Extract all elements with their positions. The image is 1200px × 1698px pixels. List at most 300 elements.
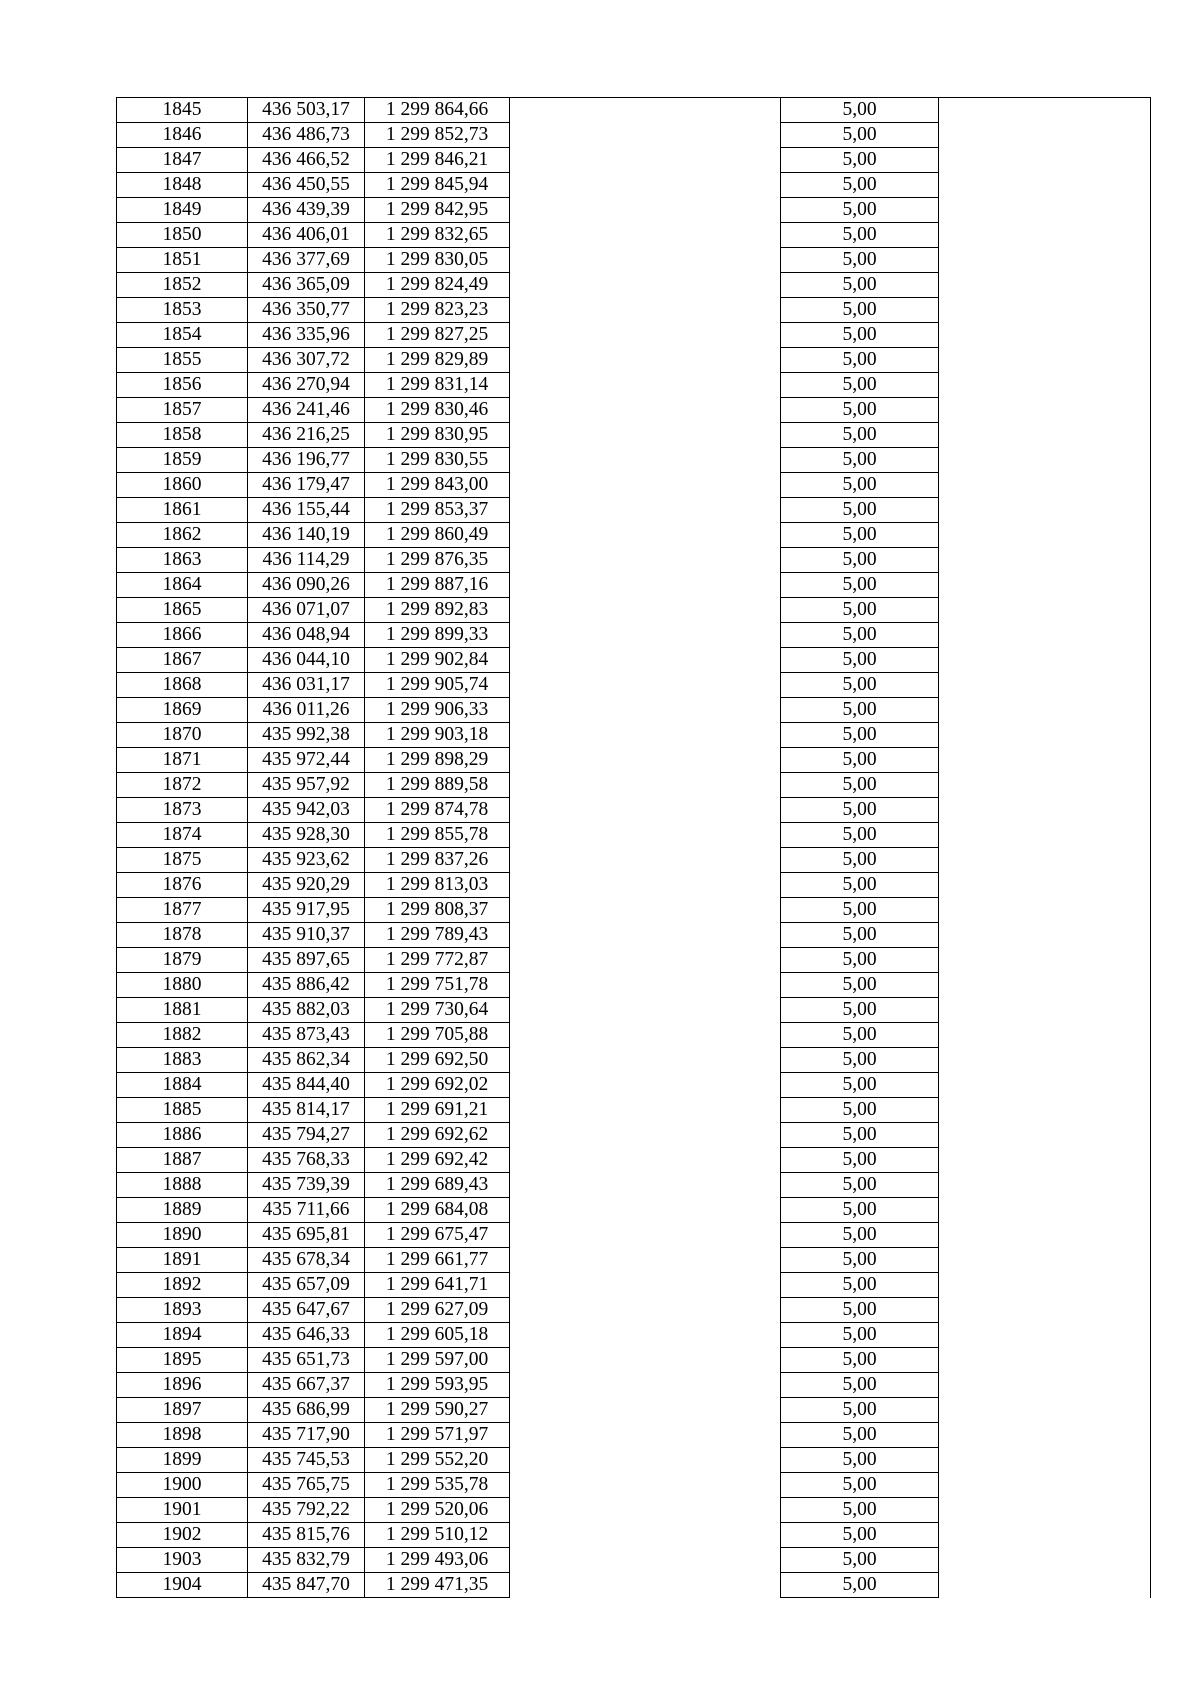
- y-coordinate-cell: 1 299 899,33: [365, 623, 510, 648]
- distance-cell: 5,00: [781, 548, 939, 573]
- empty-cell: [939, 548, 1151, 573]
- y-coordinate-cell: 1 299 889,58: [365, 773, 510, 798]
- distance-cell: 5,00: [781, 698, 939, 723]
- distance-cell: 5,00: [781, 1098, 939, 1123]
- empty-cell: [510, 623, 781, 648]
- empty-cell: [510, 948, 781, 973]
- distance-cell: 5,00: [781, 1373, 939, 1398]
- empty-cell: [510, 798, 781, 823]
- distance-cell: 5,00: [781, 623, 939, 648]
- table-row: [117, 773, 1151, 798]
- table-row: [117, 1373, 1151, 1398]
- point-number-cell: 1888: [117, 1173, 248, 1198]
- distance-cell: 5,00: [781, 1473, 939, 1498]
- table-row: [117, 1148, 1151, 1173]
- empty-cell: [510, 723, 781, 748]
- distance-cell: 5,00: [781, 1398, 939, 1423]
- empty-cell: [939, 448, 1151, 473]
- x-coordinate-cell: 436 486,73: [248, 123, 365, 148]
- distance-cell: 5,00: [781, 1173, 939, 1198]
- y-coordinate-cell: 1 299 692,62: [365, 1123, 510, 1148]
- table-row: [117, 348, 1151, 373]
- y-coordinate-cell: 1 299 510,12: [365, 1523, 510, 1548]
- x-coordinate-cell: 436 216,25: [248, 423, 365, 448]
- empty-cell: [939, 398, 1151, 423]
- point-number-cell: 1903: [117, 1548, 248, 1573]
- empty-cell: [939, 473, 1151, 498]
- table-row: [117, 1273, 1151, 1298]
- y-coordinate-cell: 1 299 691,21: [365, 1098, 510, 1123]
- empty-cell: [939, 848, 1151, 873]
- x-coordinate-cell: 436 365,09: [248, 273, 365, 298]
- x-coordinate-cell: 435 814,17: [248, 1098, 365, 1123]
- y-coordinate-cell: 1 299 830,46: [365, 398, 510, 423]
- table-row: [117, 523, 1151, 548]
- point-number-cell: 1881: [117, 998, 248, 1023]
- table-row: [117, 598, 1151, 623]
- x-coordinate-cell: 435 678,34: [248, 1248, 365, 1273]
- empty-cell: [510, 1523, 781, 1548]
- y-coordinate-cell: 1 299 571,97: [365, 1423, 510, 1448]
- y-coordinate-cell: 1 299 906,33: [365, 698, 510, 723]
- table-row: [117, 1223, 1151, 1248]
- y-coordinate-cell: 1 299 842,95: [365, 198, 510, 223]
- y-coordinate-cell: 1 299 898,29: [365, 748, 510, 773]
- x-coordinate-cell: 436 140,19: [248, 523, 365, 548]
- y-coordinate-cell: 1 299 831,14: [365, 373, 510, 398]
- empty-cell: [939, 1273, 1151, 1298]
- distance-cell: 5,00: [781, 1448, 939, 1473]
- distance-cell: 5,00: [781, 1148, 939, 1173]
- table-row: [117, 273, 1151, 298]
- table-row: [117, 748, 1151, 773]
- y-coordinate-cell: 1 299 827,25: [365, 323, 510, 348]
- empty-cell: [510, 598, 781, 623]
- point-number-cell: 1877: [117, 898, 248, 923]
- y-coordinate-cell: 1 299 860,49: [365, 523, 510, 548]
- empty-cell: [939, 1048, 1151, 1073]
- empty-cell: [510, 498, 781, 523]
- table-row: [117, 648, 1151, 673]
- y-coordinate-cell: 1 299 824,49: [365, 273, 510, 298]
- x-coordinate-cell: 436 090,26: [248, 573, 365, 598]
- point-number-cell: 1868: [117, 673, 248, 698]
- table-row: [117, 373, 1151, 398]
- empty-cell: [510, 673, 781, 698]
- empty-cell: [510, 173, 781, 198]
- empty-cell: [939, 873, 1151, 898]
- y-coordinate-cell: 1 299 830,55: [365, 448, 510, 473]
- empty-cell: [939, 1173, 1151, 1198]
- empty-cell: [939, 823, 1151, 848]
- x-coordinate-cell: 436 335,96: [248, 323, 365, 348]
- y-coordinate-cell: 1 299 852,73: [365, 123, 510, 148]
- distance-cell: 5,00: [781, 923, 939, 948]
- table-row: [117, 98, 1151, 123]
- table-body: [117, 98, 1151, 1598]
- empty-cell: [510, 1123, 781, 1148]
- table-row: [117, 823, 1151, 848]
- empty-cell: [939, 223, 1151, 248]
- point-number-cell: 1869: [117, 698, 248, 723]
- empty-cell: [510, 398, 781, 423]
- distance-cell: 5,00: [781, 1348, 939, 1373]
- point-number-cell: 1866: [117, 623, 248, 648]
- table-row: [117, 923, 1151, 948]
- empty-cell: [510, 1198, 781, 1223]
- x-coordinate-cell: 435 897,65: [248, 948, 365, 973]
- empty-cell: [939, 1398, 1151, 1423]
- x-coordinate-cell: 436 011,26: [248, 698, 365, 723]
- point-number-cell: 1884: [117, 1073, 248, 1098]
- y-coordinate-cell: 1 299 597,00: [365, 1348, 510, 1373]
- point-number-cell: 1865: [117, 598, 248, 623]
- x-coordinate-cell: 435 794,27: [248, 1123, 365, 1148]
- table-row: [117, 1398, 1151, 1423]
- distance-cell: 5,00: [781, 523, 939, 548]
- x-coordinate-cell: 435 695,81: [248, 1223, 365, 1248]
- table-row: [117, 1473, 1151, 1498]
- point-number-cell: 1873: [117, 798, 248, 823]
- point-number-cell: 1846: [117, 123, 248, 148]
- empty-cell: [939, 1423, 1151, 1448]
- point-number-cell: 1864: [117, 573, 248, 598]
- empty-cell: [510, 223, 781, 248]
- empty-cell: [510, 823, 781, 848]
- distance-cell: 5,00: [781, 448, 939, 473]
- empty-cell: [939, 523, 1151, 548]
- empty-cell: [939, 948, 1151, 973]
- y-coordinate-cell: 1 299 692,02: [365, 1073, 510, 1098]
- point-number-cell: 1845: [117, 98, 248, 123]
- empty-cell: [510, 1323, 781, 1348]
- x-coordinate-cell: 436 350,77: [248, 298, 365, 323]
- y-coordinate-cell: 1 299 830,95: [365, 423, 510, 448]
- distance-cell: 5,00: [781, 1423, 939, 1448]
- empty-cell: [510, 1098, 781, 1123]
- distance-cell: 5,00: [781, 1298, 939, 1323]
- table-row: [117, 548, 1151, 573]
- x-coordinate-cell: 435 815,76: [248, 1523, 365, 1548]
- distance-cell: 5,00: [781, 1198, 939, 1223]
- x-coordinate-cell: 435 651,73: [248, 1348, 365, 1373]
- distance-cell: 5,00: [781, 1548, 939, 1573]
- y-coordinate-cell: 1 299 520,06: [365, 1498, 510, 1523]
- y-coordinate-cell: 1 299 829,89: [365, 348, 510, 373]
- distance-cell: 5,00: [781, 1323, 939, 1348]
- empty-cell: [510, 1448, 781, 1473]
- distance-cell: 5,00: [781, 898, 939, 923]
- empty-cell: [510, 248, 781, 273]
- table-row: [117, 1298, 1151, 1323]
- point-number-cell: 1858: [117, 423, 248, 448]
- point-number-cell: 1893: [117, 1298, 248, 1323]
- point-number-cell: 1878: [117, 923, 248, 948]
- empty-cell: [939, 1498, 1151, 1523]
- y-coordinate-cell: 1 299 684,08: [365, 1198, 510, 1223]
- empty-cell: [939, 373, 1151, 398]
- distance-cell: 5,00: [781, 348, 939, 373]
- empty-cell: [510, 748, 781, 773]
- y-coordinate-cell: 1 299 675,47: [365, 1223, 510, 1248]
- y-coordinate-cell: 1 299 887,16: [365, 573, 510, 598]
- x-coordinate-cell: 436 155,44: [248, 498, 365, 523]
- empty-cell: [510, 373, 781, 398]
- x-coordinate-cell: 436 450,55: [248, 173, 365, 198]
- empty-cell: [939, 1348, 1151, 1373]
- empty-cell: [939, 773, 1151, 798]
- distance-cell: 5,00: [781, 1048, 939, 1073]
- y-coordinate-cell: 1 299 593,95: [365, 1373, 510, 1398]
- empty-cell: [939, 648, 1151, 673]
- table-row: [117, 1173, 1151, 1198]
- y-coordinate-cell: 1 299 845,94: [365, 173, 510, 198]
- point-number-cell: 1883: [117, 1048, 248, 1073]
- y-coordinate-cell: 1 299 874,78: [365, 798, 510, 823]
- distance-cell: 5,00: [781, 1523, 939, 1548]
- table-row: [117, 473, 1151, 498]
- table-row: [117, 323, 1151, 348]
- empty-cell: [939, 1223, 1151, 1248]
- distance-cell: 5,00: [781, 873, 939, 898]
- table-row: [117, 1248, 1151, 1273]
- point-number-cell: 1892: [117, 1273, 248, 1298]
- empty-cell: [510, 1173, 781, 1198]
- distance-cell: 5,00: [781, 1123, 939, 1148]
- y-coordinate-cell: 1 299 846,21: [365, 148, 510, 173]
- table-row: [117, 1548, 1151, 1573]
- y-coordinate-cell: 1 299 661,77: [365, 1248, 510, 1273]
- point-number-cell: 1874: [117, 823, 248, 848]
- empty-cell: [510, 873, 781, 898]
- empty-cell: [510, 523, 781, 548]
- empty-cell: [939, 798, 1151, 823]
- empty-cell: [510, 1498, 781, 1523]
- table-row: [117, 423, 1151, 448]
- point-number-cell: 1890: [117, 1223, 248, 1248]
- empty-cell: [939, 1148, 1151, 1173]
- table-row: [117, 1348, 1151, 1373]
- empty-cell: [939, 923, 1151, 948]
- empty-cell: [939, 748, 1151, 773]
- point-number-cell: 1863: [117, 548, 248, 573]
- empty-cell: [939, 1298, 1151, 1323]
- empty-cell: [939, 1473, 1151, 1498]
- point-number-cell: 1862: [117, 523, 248, 548]
- distance-cell: 5,00: [781, 648, 939, 673]
- table-row: [117, 1523, 1151, 1548]
- x-coordinate-cell: 435 686,99: [248, 1398, 365, 1423]
- empty-cell: [939, 498, 1151, 523]
- x-coordinate-cell: 435 792,22: [248, 1498, 365, 1523]
- x-coordinate-cell: 436 466,52: [248, 148, 365, 173]
- empty-cell: [510, 1573, 781, 1598]
- x-coordinate-cell: 436 377,69: [248, 248, 365, 273]
- distance-cell: 5,00: [781, 773, 939, 798]
- table-row: [117, 1048, 1151, 1073]
- point-number-cell: 1853: [117, 298, 248, 323]
- y-coordinate-cell: 1 299 808,37: [365, 898, 510, 923]
- point-number-cell: 1860: [117, 473, 248, 498]
- x-coordinate-cell: 436 270,94: [248, 373, 365, 398]
- coordinates-table: [116, 97, 1151, 1598]
- y-coordinate-cell: 1 299 903,18: [365, 723, 510, 748]
- y-coordinate-cell: 1 299 902,84: [365, 648, 510, 673]
- point-number-cell: 1847: [117, 148, 248, 173]
- distance-cell: 5,00: [781, 298, 939, 323]
- point-number-cell: 1895: [117, 1348, 248, 1373]
- empty-cell: [939, 123, 1151, 148]
- table-row: [117, 1073, 1151, 1098]
- table-row: [117, 1573, 1151, 1598]
- x-coordinate-cell: 435 917,95: [248, 898, 365, 923]
- distance-cell: 5,00: [781, 198, 939, 223]
- point-number-cell: 1871: [117, 748, 248, 773]
- empty-cell: [939, 898, 1151, 923]
- empty-cell: [510, 123, 781, 148]
- y-coordinate-cell: 1 299 813,03: [365, 873, 510, 898]
- point-number-cell: 1898: [117, 1423, 248, 1448]
- x-coordinate-cell: 435 920,29: [248, 873, 365, 898]
- x-coordinate-cell: 436 439,39: [248, 198, 365, 223]
- point-number-cell: 1880: [117, 973, 248, 998]
- empty-cell: [939, 973, 1151, 998]
- table-row: [117, 873, 1151, 898]
- empty-cell: [510, 898, 781, 923]
- point-number-cell: 1904: [117, 1573, 248, 1598]
- x-coordinate-cell: 435 745,53: [248, 1448, 365, 1473]
- empty-cell: [939, 348, 1151, 373]
- y-coordinate-cell: 1 299 641,71: [365, 1273, 510, 1298]
- point-number-cell: 1852: [117, 273, 248, 298]
- empty-cell: [510, 198, 781, 223]
- point-number-cell: 1849: [117, 198, 248, 223]
- empty-cell: [510, 648, 781, 673]
- table-row: [117, 148, 1151, 173]
- x-coordinate-cell: 436 048,94: [248, 623, 365, 648]
- empty-cell: [510, 1248, 781, 1273]
- table-row: [117, 248, 1151, 273]
- empty-cell: [939, 1248, 1151, 1273]
- point-number-cell: 1896: [117, 1373, 248, 1398]
- empty-cell: [939, 673, 1151, 698]
- point-number-cell: 1901: [117, 1498, 248, 1523]
- x-coordinate-cell: 435 928,30: [248, 823, 365, 848]
- table-row: [117, 173, 1151, 198]
- distance-cell: 5,00: [781, 98, 939, 123]
- distance-cell: 5,00: [781, 1273, 939, 1298]
- x-coordinate-cell: 435 886,42: [248, 973, 365, 998]
- distance-cell: 5,00: [781, 948, 939, 973]
- empty-cell: [939, 573, 1151, 598]
- x-coordinate-cell: 435 923,62: [248, 848, 365, 873]
- x-coordinate-cell: 435 647,67: [248, 1298, 365, 1323]
- empty-cell: [939, 1023, 1151, 1048]
- point-number-cell: 1886: [117, 1123, 248, 1148]
- table-row: [117, 198, 1151, 223]
- empty-cell: [510, 298, 781, 323]
- point-number-cell: 1857: [117, 398, 248, 423]
- point-number-cell: 1899: [117, 1448, 248, 1473]
- y-coordinate-cell: 1 299 535,78: [365, 1473, 510, 1498]
- empty-cell: [939, 1523, 1151, 1548]
- x-coordinate-cell: 436 031,17: [248, 673, 365, 698]
- y-coordinate-cell: 1 299 627,09: [365, 1298, 510, 1323]
- y-coordinate-cell: 1 299 772,87: [365, 948, 510, 973]
- empty-cell: [939, 248, 1151, 273]
- table-row: [117, 223, 1151, 248]
- distance-cell: 5,00: [781, 598, 939, 623]
- empty-cell: [510, 1423, 781, 1448]
- point-number-cell: 1889: [117, 1198, 248, 1223]
- point-number-cell: 1876: [117, 873, 248, 898]
- empty-cell: [510, 1023, 781, 1048]
- x-coordinate-cell: 436 114,29: [248, 548, 365, 573]
- point-number-cell: 1887: [117, 1148, 248, 1173]
- y-coordinate-cell: 1 299 692,50: [365, 1048, 510, 1073]
- point-number-cell: 1902: [117, 1523, 248, 1548]
- point-number-cell: 1885: [117, 1098, 248, 1123]
- distance-cell: 5,00: [781, 798, 939, 823]
- distance-cell: 5,00: [781, 998, 939, 1023]
- empty-cell: [939, 98, 1151, 123]
- table-row: [117, 1098, 1151, 1123]
- table-row: [117, 573, 1151, 598]
- x-coordinate-cell: 436 241,46: [248, 398, 365, 423]
- empty-cell: [510, 1373, 781, 1398]
- distance-cell: 5,00: [781, 973, 939, 998]
- empty-cell: [510, 923, 781, 948]
- y-coordinate-cell: 1 299 892,83: [365, 598, 510, 623]
- x-coordinate-cell: 435 667,37: [248, 1373, 365, 1398]
- distance-cell: 5,00: [781, 423, 939, 448]
- table-row: [117, 623, 1151, 648]
- y-coordinate-cell: 1 299 751,78: [365, 973, 510, 998]
- empty-cell: [939, 698, 1151, 723]
- empty-cell: [939, 598, 1151, 623]
- y-coordinate-cell: 1 299 830,05: [365, 248, 510, 273]
- point-number-cell: 1850: [117, 223, 248, 248]
- x-coordinate-cell: 436 071,07: [248, 598, 365, 623]
- y-coordinate-cell: 1 299 837,26: [365, 848, 510, 873]
- point-number-cell: 1859: [117, 448, 248, 473]
- empty-cell: [510, 348, 781, 373]
- point-number-cell: 1856: [117, 373, 248, 398]
- distance-cell: 5,00: [781, 673, 939, 698]
- y-coordinate-cell: 1 299 730,64: [365, 998, 510, 1023]
- distance-cell: 5,00: [781, 848, 939, 873]
- empty-cell: [510, 1073, 781, 1098]
- x-coordinate-cell: 435 832,79: [248, 1548, 365, 1573]
- table-row: [117, 1448, 1151, 1473]
- empty-cell: [939, 1323, 1151, 1348]
- empty-cell: [510, 573, 781, 598]
- empty-cell: [510, 548, 781, 573]
- distance-cell: 5,00: [781, 1023, 939, 1048]
- distance-cell: 5,00: [781, 573, 939, 598]
- distance-cell: 5,00: [781, 748, 939, 773]
- y-coordinate-cell: 1 299 905,74: [365, 673, 510, 698]
- empty-cell: [510, 1223, 781, 1248]
- point-number-cell: 1848: [117, 173, 248, 198]
- empty-cell: [510, 848, 781, 873]
- distance-cell: 5,00: [781, 173, 939, 198]
- x-coordinate-cell: 435 711,66: [248, 1198, 365, 1223]
- x-coordinate-cell: 436 406,01: [248, 223, 365, 248]
- empty-cell: [939, 723, 1151, 748]
- table-row: [117, 898, 1151, 923]
- x-coordinate-cell: 435 765,75: [248, 1473, 365, 1498]
